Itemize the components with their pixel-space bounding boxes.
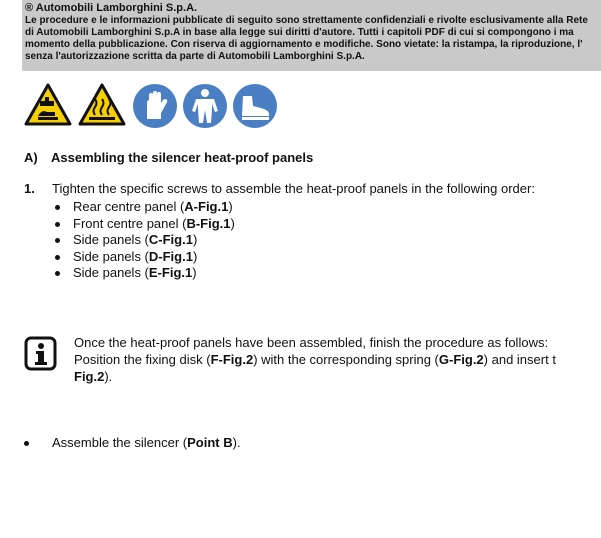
banner-line: Le procedure e le informazioni pubblicate di seguito sono strettamente confidenziali e rivolte esclusivamente alla Rete — [25, 15, 588, 26]
info-line: Position the fixing disk (F-Fig.2) with the corresponding spring (G-Fig.2) and insert t — [74, 352, 556, 367]
bullet-dot — [24, 441, 29, 446]
crush-hazard-warning-icon — [24, 83, 72, 127]
step-text: Tighten the specific screws to assemble the heat-proof panels in the following order: — [52, 181, 535, 196]
list-item: Side panels (C-Fig.1) — [52, 232, 235, 249]
banner-title: ® Automobili Lamborghini S.p.A. — [25, 2, 198, 14]
safety-shoes-icon — [232, 83, 278, 129]
panel-list — [52, 199, 235, 282]
info-icon — [24, 336, 58, 372]
section-letter: A) — [24, 150, 38, 165]
banner-line: momento della pubblicazione. Con riserva di aggiornamento e modifiche. Sono vietate: la ristampa, la riproduzione, l' — [25, 39, 583, 50]
list-item: Front centre panel (B-Fig.1) — [52, 216, 235, 233]
info-line: Once the heat-proof panels have been assembled, finish the procedure as follows: — [74, 335, 549, 350]
protective-suit-icon — [182, 83, 228, 129]
info-line: Fig.2). — [74, 369, 113, 384]
banner-line: senza l'autorizzazione scritta da parte di Automobili Lamborghini S.p.A. — [25, 51, 365, 62]
step-number: 1. — [24, 181, 35, 196]
info-note — [74, 334, 556, 385]
list-item: Side panels (E-Fig.1) — [52, 265, 235, 282]
protective-gloves-icon — [132, 83, 178, 129]
banner-line: di Automobili Lamborghini S.p.A in base alla legge sui diritti d'autore. Tutti i capitoli PDF di cui si compongono i ma — [25, 27, 574, 38]
hot-surface-warning-icon — [78, 83, 126, 127]
section-title: Assembling the silencer heat-proof panels — [51, 150, 314, 165]
copyright-banner — [22, 0, 601, 71]
final-step-text: Assemble the silencer (Point B). — [52, 435, 241, 450]
list-item: Side panels (D-Fig.1) — [52, 249, 235, 266]
list-item: Rear centre panel (A-Fig.1) — [52, 199, 235, 216]
